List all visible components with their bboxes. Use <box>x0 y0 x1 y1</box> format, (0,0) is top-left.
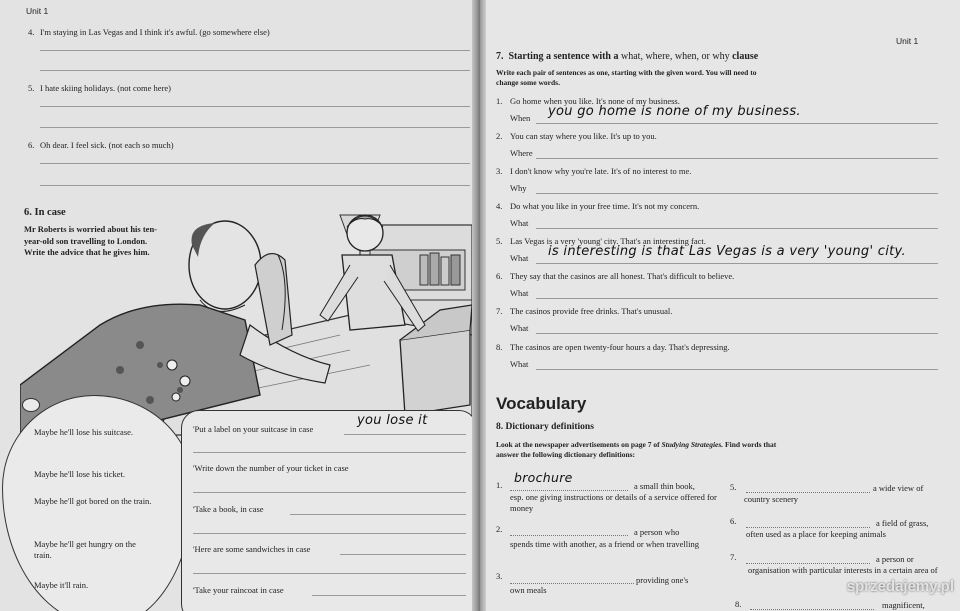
answer-line[interactable] <box>340 554 466 555</box>
definition-5-num: 5. <box>730 482 737 492</box>
definition-1-num: 1. <box>496 480 503 490</box>
section-6-instruction: Mr Roberts is worried about his ten-year-old son travelling to London. Write the advice that he gives him. <box>24 224 157 257</box>
definition-2-line1: a person who <box>634 527 680 537</box>
definition-1-answer: brochure <box>514 470 573 485</box>
item-prompt: Las Vegas is a very 'young' city. That's an interesting fact. <box>510 236 706 246</box>
item-number: 2. <box>496 131 503 141</box>
section-8-heading: 8. Dictionary definitions <box>496 422 594 432</box>
section-7-heading-b: what, where, when, <box>621 51 700 62</box>
definition-5-rest: country scenery <box>744 494 799 504</box>
answer-line[interactable] <box>193 452 466 453</box>
item-number: 7. <box>496 306 503 316</box>
answer-line[interactable] <box>536 193 938 194</box>
section-8-instruction-a: Look at the newspaper advertisements on page 7 of <box>496 440 660 449</box>
answer-line[interactable] <box>312 595 466 596</box>
answer-line[interactable] <box>193 492 466 493</box>
answer-line[interactable] <box>536 263 938 264</box>
definition-7-rest: organisation with particular interests in a certain area of <box>748 565 938 575</box>
answer-line[interactable] <box>510 583 634 584</box>
section-7-heading <box>496 51 758 62</box>
answer-line[interactable] <box>40 70 470 71</box>
advice-1-answer: you lose it <box>357 413 428 428</box>
answer-line[interactable] <box>40 127 470 128</box>
worry-1: Maybe he'll lose his suitcase. <box>34 427 134 437</box>
definition-1-rest: esp. one giving instructions or details of a service offered for money <box>510 492 717 513</box>
right-page <box>486 0 960 611</box>
left-unit-label: Unit 1 <box>26 6 49 16</box>
answer-line[interactable] <box>536 228 938 229</box>
answer-line[interactable] <box>40 50 470 51</box>
watermark-logo: sprzedajemy.pl <box>846 578 954 595</box>
left-item-4-num: 4. <box>28 27 35 37</box>
item-number: 1. <box>496 96 503 106</box>
answer-line[interactable] <box>344 434 466 435</box>
answer-line[interactable] <box>40 106 470 107</box>
section-7-instruction: Write each pair of sentences as one, starting with the given word. You will need to change some words. <box>496 68 757 87</box>
answer-line[interactable] <box>40 163 470 164</box>
definition-2-num: 2. <box>496 524 503 534</box>
book-gutter <box>472 0 486 611</box>
answer-line[interactable] <box>536 298 938 299</box>
definition-7-line1: a person or <box>876 554 914 564</box>
worry-4: Maybe he'll get hungry on the train. <box>34 539 136 560</box>
item-start-word: What <box>510 359 529 369</box>
definition-8-num: 8. <box>735 599 742 609</box>
item-prompt: They say that the casinos are all honest. That's difficult to believe. <box>510 271 735 281</box>
advice-4: 'Here are some sandwiches in case <box>193 544 311 554</box>
item-number: 6. <box>496 271 503 281</box>
worry-3: Maybe he'll got bored on the train. <box>34 496 152 506</box>
item-start-word: What <box>510 288 529 298</box>
left-item-5-text: I hate skiing holidays. (not come here) <box>40 83 172 93</box>
vocabulary-heading: Vocabulary <box>496 394 587 413</box>
answer-line[interactable] <box>536 123 938 124</box>
left-page <box>0 0 472 611</box>
definition-7-num: 7. <box>730 552 737 562</box>
item-prompt: Go home when you like. It's none of my business. <box>510 96 680 106</box>
section-6-heading: 6. In case <box>24 207 66 218</box>
item-prompt: You can stay where you like. It's up to you. <box>510 131 657 141</box>
definition-8-line1: magnificent, <box>882 600 925 610</box>
item-number: 5. <box>496 236 503 246</box>
section-8-instruction-b: Studying Strategies. <box>661 440 724 449</box>
item-prompt: The casinos provide free drinks. That's unusual. <box>510 306 673 316</box>
section-7-num: 7. <box>496 51 504 62</box>
definition-2-rest: spends time with another, as a friend or when travelling <box>510 539 699 549</box>
left-item-4-text: I'm staying in Las Vegas and I think it's awful. (go somewhere else) <box>40 27 270 37</box>
item-number: 8. <box>496 342 503 352</box>
answer-line[interactable] <box>40 185 470 186</box>
section-7-heading-c: or <box>701 51 710 62</box>
item-start-word: Why <box>510 183 527 193</box>
item-number: 3. <box>496 166 503 176</box>
definition-1-line1: a small thin book, <box>634 481 695 491</box>
answer-line[interactable] <box>750 609 874 610</box>
handwritten-answer: is interesting is that Las Vegas is a very 'young' city. <box>548 244 906 259</box>
answer-line[interactable] <box>510 535 628 536</box>
definition-5-line1: a wide view of <box>873 483 924 493</box>
thought-bubble-small <box>22 398 40 412</box>
answer-line[interactable] <box>746 492 870 493</box>
definition-6-rest: often used as a place for keeping animals <box>746 529 886 539</box>
item-start-word: What <box>510 253 529 263</box>
item-prompt: I don't know why you're late. It's of no interest to me. <box>510 166 692 176</box>
worry-5: Maybe it'll rain. <box>34 580 89 590</box>
answer-line[interactable] <box>746 563 870 564</box>
answer-line[interactable] <box>510 490 628 491</box>
definition-6-num: 6. <box>730 516 737 526</box>
section-7-heading-a: Starting a sentence with a <box>508 51 619 62</box>
left-item-5-num: 5. <box>28 83 35 93</box>
advice-2: 'Write down the number of your ticket in case <box>193 463 349 473</box>
answer-line[interactable] <box>290 514 466 515</box>
advice-3: 'Take a book, in case <box>193 504 264 514</box>
left-item-6-num: 6. <box>28 140 35 150</box>
item-start-word: When <box>510 113 531 123</box>
item-prompt: The casinos are open twenty-four hours a day. That's depressing. <box>510 342 730 352</box>
section-8-instruction <box>496 440 796 460</box>
section-7-heading-e: clause <box>732 51 759 62</box>
answer-line[interactable] <box>536 333 938 334</box>
item-start-word: What <box>510 218 529 228</box>
handwritten-answer: you go home is none of my business. <box>548 104 801 119</box>
definition-3-rest: own meals <box>510 585 547 595</box>
answer-line[interactable] <box>536 369 938 370</box>
answer-line[interactable] <box>746 527 870 528</box>
definition-3-line1: providing one's <box>636 575 689 585</box>
worry-2: Maybe he'll lose his ticket. <box>34 469 125 479</box>
right-unit-label: Unit 1 <box>896 36 919 46</box>
left-item-6-text: Oh dear. I feel sick. (not each so much) <box>40 140 174 150</box>
advice-5: 'Take your raincoat in case <box>193 585 284 595</box>
advice-1: 'Put a label on your suitcase in case <box>193 424 314 434</box>
item-start-word: What <box>510 323 529 333</box>
section-8-instruction-c: Find words that answer the following dictionary definitions: <box>496 440 777 459</box>
section-7-heading-d: why <box>712 51 730 62</box>
definition-6-line1: a field of grass, <box>876 518 929 528</box>
answer-line[interactable] <box>193 573 466 574</box>
item-start-word: Where <box>510 148 533 158</box>
answer-line[interactable] <box>193 533 466 534</box>
definition-3-num: 3. <box>496 571 503 581</box>
item-number: 4. <box>496 201 503 211</box>
item-prompt: Do what you like in your free time. It's not my concern. <box>510 201 700 211</box>
answer-line[interactable] <box>536 158 938 159</box>
